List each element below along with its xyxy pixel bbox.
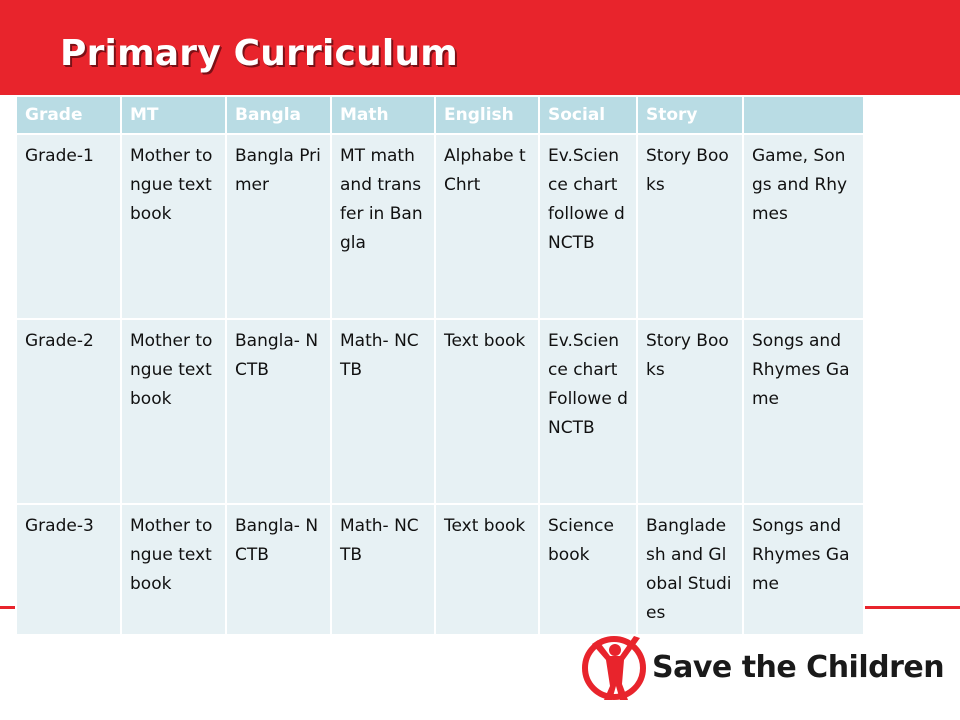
table-cell: Grade-2	[16, 319, 121, 504]
table-cell: Math- NCTB	[331, 504, 435, 634]
table-cell: Ev.Scien ce chart followe d NCTB	[539, 134, 637, 319]
table-cell: Story Books	[637, 134, 743, 319]
curriculum-table-container	[15, 97, 863, 634]
table-cell: Story Books	[637, 319, 743, 504]
table-cell: Mother tongue text book	[121, 504, 226, 634]
table-cell: Game, Songs and Rhymes	[743, 134, 864, 319]
table-cell: Bangla- NCTB	[226, 504, 331, 634]
table-cell: Bangla- NCTB	[226, 319, 331, 504]
table-row	[16, 134, 864, 319]
table-cell: Bangla Primer	[226, 134, 331, 319]
table-row	[16, 504, 864, 634]
save-the-children-logo	[582, 628, 945, 710]
table-cell: Alphabe t Chrt	[435, 134, 539, 319]
table-cell: Banglade sh and Global Studies	[637, 504, 743, 634]
table-cell: Text book	[435, 504, 539, 634]
curriculum-table	[15, 97, 865, 634]
slide-title: Primary Curriculum	[60, 33, 458, 74]
table-cell: Grade-3	[16, 504, 121, 634]
table-cell: Science book	[539, 504, 637, 634]
save-the-children-figure-icon	[582, 628, 646, 708]
table-cell: Grade-1	[16, 134, 121, 319]
header-cell: Grade	[16, 97, 121, 134]
header-cell	[743, 97, 864, 134]
table-cell: Mother tongue text book	[121, 319, 226, 504]
header-row	[16, 97, 864, 134]
header-cell: MT	[121, 97, 226, 134]
table-cell: Ev.Scien ce chart Followe d NCTB	[539, 319, 637, 504]
header-cell: Bangla	[226, 97, 331, 134]
logo-text: Save the Children	[652, 650, 945, 685]
table-cell: Songs and Rhymes Game	[743, 319, 864, 504]
header-cell: Story	[637, 97, 743, 134]
table-cell: MT math and transfer in Bangla	[331, 134, 435, 319]
table-cell: Text book	[435, 319, 539, 504]
header-cell: Math	[331, 97, 435, 134]
table-cell: Mother tongue text book	[121, 134, 226, 319]
header-cell: English	[435, 97, 539, 134]
table-cell: Math- NCTB	[331, 319, 435, 504]
table-row	[16, 319, 864, 504]
table-cell: Songs and Rhymes Game	[743, 504, 864, 634]
header-cell: Social	[539, 97, 637, 134]
